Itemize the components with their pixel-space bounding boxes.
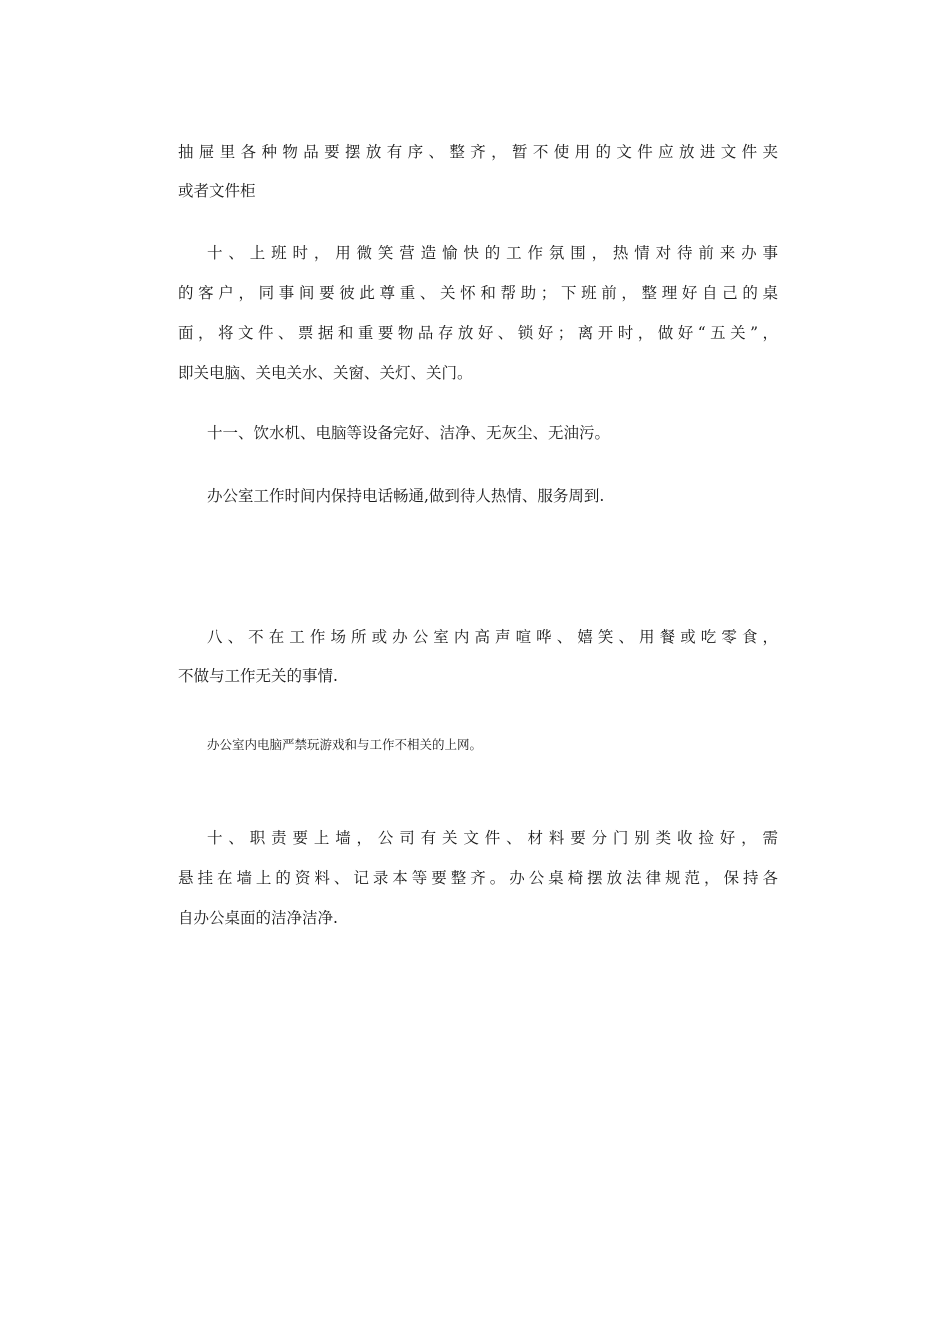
paragraph-line: 抽屉里各种物品要摆放有序、整齐，暂不使用的文件应放进文件夹 [178,143,778,161]
paragraph-line: 不做与工作无关的事情. [178,667,338,685]
paragraph-line: 即关电脑、关电关水、关窗、关灯、关门。 [178,364,473,382]
paragraph-line: 自办公桌面的洁净洁净. [178,909,338,927]
paragraph-line: 的客户，同事间要彼此尊重、关怀和帮助；下班前，整理好自己的桌 [178,284,778,302]
paragraph-line: 悬挂在墙上的资料、记录本等要整齐。办公桌椅摆放法律规范，保持各 [178,869,778,887]
paragraph-line: 或者文件柜 [178,182,256,200]
paragraph-line: 面，将文件、票据和重要物品存放好、锁好；离开时，做好“五关”， [178,324,778,342]
paragraph-line: 办公室内电脑严禁玩游戏和与工作不相关的上网。 [207,737,483,752]
paragraph-line: 办公室工作时间内保持电话畅通,做到待人热情、服务周到. [207,487,605,505]
paragraph-line: 十、上班时，用微笑营造愉快的工作氛围，热情对待前来办事 [207,244,778,262]
paragraph-line: 十一、饮水机、电脑等设备完好、洁净、无灰尘、无油污。 [207,424,611,442]
paragraph-line: 八、不在工作场所或办公室内高声喧哗、嬉笑、用餐或吃零食， [207,628,778,646]
paragraph-line: 十、职责要上墙，公司有关文件、材料要分门别类收捡好，需 [207,829,778,847]
